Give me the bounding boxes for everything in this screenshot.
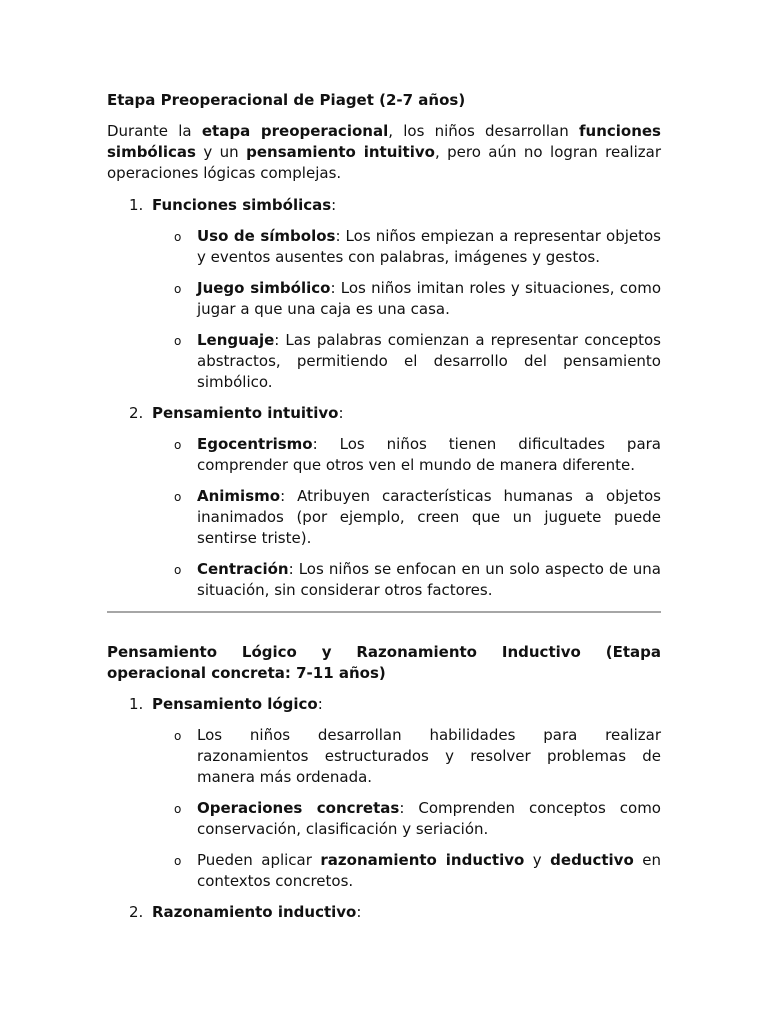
section-title: Pensamiento Lógico y Razonamiento Inductivo (Etapa operacional concreta: 7-11 años) <box>107 643 661 682</box>
numbered-item: 1. Funciones simbólicas: <box>129 196 337 214</box>
bullet-item: o Uso de símbolos: Los niños empiezan a representar objetos y eventos ausentes con palabras, imágenes y gestos. <box>174 227 661 266</box>
bullet-item: o Animismo: Atribuyen características humanas a objetos inanimados (por ejemplo, creen que un juguete puede sentirse triste). <box>174 487 661 547</box>
bullet-item: o Egocentrismo: Los niños tienen dificultades para comprender que otros ven el mundo de manera diferente. <box>174 435 661 474</box>
intro-paragraph: Durante la etapa preoperacional, los niños desarrollan funciones simbólicas y un pensamiento intuitivo, pero aún no logran realizar operaciones lógicas complejas. <box>107 122 661 182</box>
bullet-icon: o <box>174 802 182 816</box>
bullet-item: o Operaciones concretas: Comprenden conceptos como conservación, clasificación y seriación. <box>174 799 661 838</box>
item-heading: Funciones simbólicas <box>152 196 332 214</box>
item-number: 1. <box>129 695 144 713</box>
numbered-item: 1. Pensamiento lógico: <box>129 695 323 713</box>
item-number: 1. <box>129 196 144 214</box>
bullet-item: o Pueden aplicar razonamiento inductivo y deductivo en contextos concretos. <box>174 851 661 890</box>
item-heading: Pensamiento lógico <box>152 695 318 713</box>
bullet-icon: o <box>174 334 182 348</box>
section-divider <box>107 611 661 613</box>
bullet-icon: o <box>174 729 182 743</box>
bullet-icon: o <box>174 490 182 504</box>
numbered-item: 2. Pensamiento intuitivo: <box>129 404 344 422</box>
item-number: 2. <box>129 903 144 921</box>
item-number: 2. <box>129 404 144 422</box>
bullet-icon: o <box>174 230 182 244</box>
bullet-icon: o <box>174 854 182 868</box>
bullet-icon: o <box>174 438 182 452</box>
bullet-item: o Juego simbólico: Los niños imitan roles y situaciones, como jugar a que una caja es una casa. <box>174 279 661 318</box>
document-body <box>107 90 661 933</box>
item-heading: Razonamiento inductivo <box>152 903 357 921</box>
numbered-item: 2. Razonamiento inductivo: <box>129 903 362 921</box>
bullet-item: o Los niños desarrollan habilidades para realizar razonamientos estructurados y resolver problemas de manera más ordenada. <box>174 726 661 786</box>
item-heading: Pensamiento intuitivo <box>152 404 339 422</box>
section-title: Etapa Preoperacional de Piaget (2-7 años) <box>107 91 466 109</box>
bullet-item: o Centración: Los niños se enfocan en un solo aspecto de una situación, sin considerar otros factores. <box>174 560 661 599</box>
bullet-item: o Lenguaje: Las palabras comienzan a representar conceptos abstractos, permitiendo el desarrollo del pensamiento simbólico. <box>174 331 661 391</box>
bullet-icon: o <box>174 563 182 577</box>
bullet-icon: o <box>174 282 182 296</box>
